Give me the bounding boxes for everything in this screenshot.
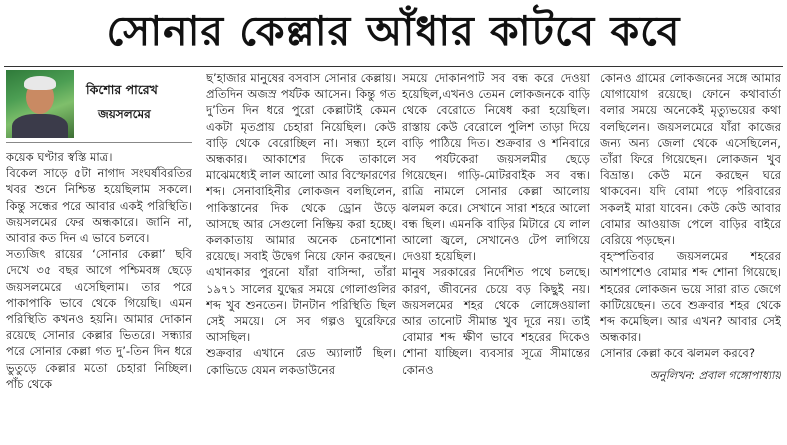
column-1 <box>6 70 192 392</box>
headline-rule <box>4 66 783 67</box>
paragraph: বিকেল সাড়ে ৫টা নাগাদ সংঘর্ষবিরতির খবর শুনে নিশ্চিন্ত হয়েছিলাম সকলে। কিন্তু সন্ধের পরে আবার একই পরিস্থিতি। জয়সলমের ফের অন্ধকারে। জানি না, আবার কত দিন এ ভাবে চলবে। <box>6 166 192 246</box>
paragraph: সময়ে দোকানপাট সব বন্ধ করে দেওয়া হয়েছিল,এখনও তেমন লোকজনকে বাড়ি থেকে বেরোতে নিষেধ করা হয়েছিল। রাস্তায় কেউ বেরোলে পুলিশ তাড়া দিয়ে বাড়ি পাঠিয়ে দিত। শুক্রবার ও শনিবারে সব পর্যটকেরা জয়সলমীর ছেড়ে গিয়েছেন। গাড়ি-মোটরবাইক সব বন্ধ। রাত্রি নামলে সোনার কেল্লা আলোয় ঝলমল করে। সেখানে সারা শহরে আলো বন্ধ ছিল। এমনকি বাড়ির মিটারে যে লাল আলো জ্বলে, সেখানেও টেপ লাগিয়ে দেওয়া হয়েছিল। <box>402 71 590 264</box>
paragraph: শুক্রবার এখানে রেড অ্যালার্ট ছিল। কোভিডে যেমন লকডাউনের <box>206 346 396 377</box>
transcription-credit: অনুলিখন: প্রবাল গঙ্গোপাধ্যায় <box>649 368 781 382</box>
column-2 <box>206 70 396 378</box>
dateline-place: জয়সলমের <box>98 107 151 121</box>
headline: সোনার কেল্লার আঁধার কাটবে কবে <box>106 7 681 55</box>
paragraph: ছ’হাজার মানুষের বসবাস সোনার কেল্লায়। প্রতিদিন অজস্র পর্যটক আসেন। কিন্তু গত দু’তিন দিন ধরে পুরো কেল্লাটাই কেমন একটা মৃতপ্রায় চেহারা নিয়েছিল। কেউ বাড়ি থেকে বেরোচ্ছিল না। সন্ধ্যা হলে অন্ধকার। আকাশের দিকে তাকালে মাঝেমধ্যেই লাল আলো আর বিস্ফোরণের শব্দ। সেনাবাহিনীর লোকজন বলছিলেন, পাকিস্তানের দিক থেকে ড্রোন উড়ে আসছে আর সেগুলো নিষ্ক্রিয় করা হচ্ছে। কলকাতায় আমার অনেক চেনাশোনা রয়েছে। সবাই উদ্বেগ নিয়ে ফোন করছেন। এখানকার পুরনো যাঁরা বাসিন্দা, তাঁরা ১৯৭১ সালের যুদ্ধের সময়ে গোলাগুলির শব্দ খুব শুনতেন। টানটান পরিস্থিতি ছিল সেই সময়ে। সে সব গল্পও ঘুরেফিরে আসছিল। <box>206 71 396 345</box>
column-3 <box>402 70 590 378</box>
author-photo <box>6 70 74 138</box>
author-name: কিশোর পারেখ <box>86 82 158 97</box>
column-4 <box>600 70 781 384</box>
paragraph: কোনও গ্রামের লোকজনের সঙ্গে আমার যোগাযোগ রয়েছে। ফোনে কথাবার্তা বলার সময়ে অনেকেই মৃত্যুভয়ের কথা বলছিলেন। জয়সলমেরে যাঁরা কাজের জন্য অন্য জেলা থেকে এসেছিলেন, তাঁরা ফিরে গিয়েছেন। লোকজন খুব বিভ্রান্ত। কেউ মনে করছেন ঘরে থাকবেন। যদি বোমা পড়ে পরিবারের সকলই মারা যাবেন। কেউ কেউ আবার বোমার আওয়াজ পেলে বাড়ির বাইরে বেরিয়ে পড়ছেন। <box>600 71 781 248</box>
paragraph: সত্যজিৎ রায়ের ‘সোনার কেল্লা’ ছবি দেখে ৩৫ বছর আগে পশ্চিমবঙ্গ ছেড়ে জয়সলমেরে এসেছিলাম। তার পরে পাকাপাকি ভাবে থেকে গিয়েছি। এমন পরিস্থিতি কখনও হয়নি। আমার দোকান রয়েছে সোনার কেল্লার ভিতরে। সন্ধ্যার পরে সোনার কেল্লা গত দু’-তিন দিন ধরে ভুতুড়ে কেল্লার মতো চেহারা নিচ্ছিল। পাঁচ থেকে <box>6 247 192 391</box>
byline <box>6 70 192 143</box>
paragraph: সোনার কেল্লা কবে ঝলমল করবে? <box>600 346 756 361</box>
paragraph: কয়েক ঘণ্টার স্বস্তি মাত্র। <box>6 150 113 164</box>
paragraph: মানুষ সরকারের নির্দেশিত পথে চলছে। কারণ, জীবনের চেয়ে বড় কিছুই নয়। জয়সলমের শহর থেকে লোঙ্গেওয়ালা আর তানোট সীমান্ত খুব দূরে নয়। তাই বোমার শব্দ ক্ষীণ ভাবে শহরের দিকেও শোনা যাচ্ছিল। ব্যবসার সূত্রে সীমান্তের কোনও <box>402 265 590 377</box>
paragraph: বৃহস্পতিবার জয়সলমের শহরের আশপাশেও বোমার শব্দ শোনা গিয়েছে। শহরের লোকজন ভয়ে সারা রাত জেগে কাটিয়েছেন। তবে শুক্রবার শহর থেকে শব্দ কমেছিল। আর এখন? আবার সেই অন্ধকার। <box>600 249 781 345</box>
